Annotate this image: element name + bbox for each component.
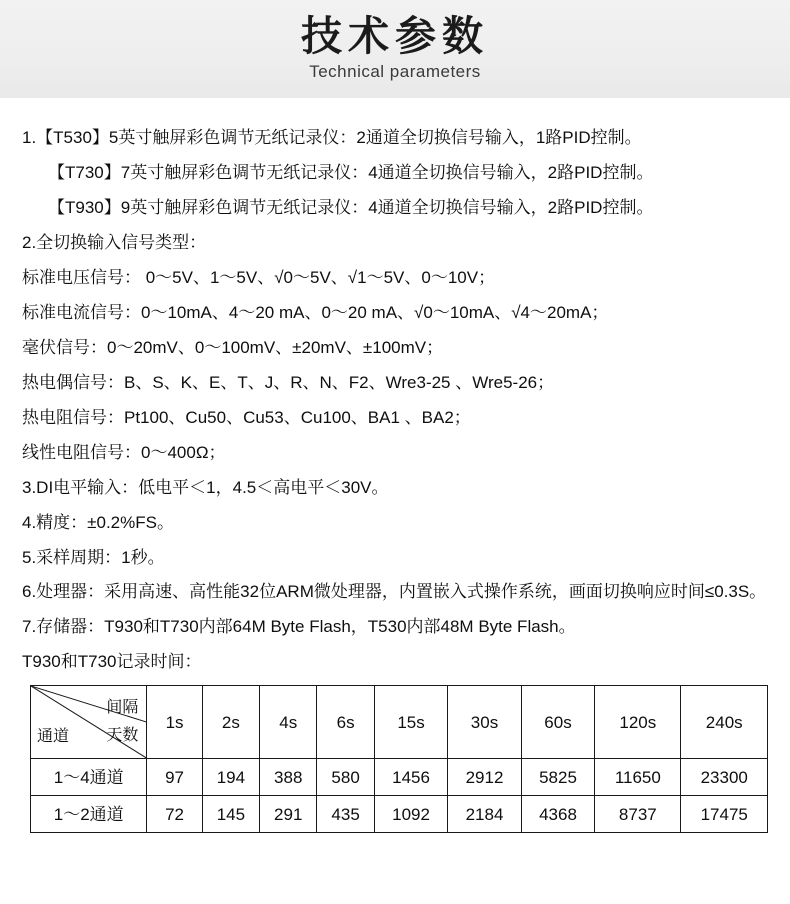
table-cell-r1c5: 1456 [374, 759, 447, 796]
table-col-header-6: 30s [448, 686, 521, 759]
corner-mid-label: 天数 [106, 727, 139, 744]
corner-bottom-label: 通道 [37, 728, 70, 745]
table-row-label-1: 1～4通道 [31, 759, 147, 796]
table-cell-r1c3: 388 [260, 759, 317, 796]
table-cell-r1c1: 97 [147, 759, 202, 796]
table-col-header-8: 120s [595, 686, 681, 759]
spec-line-9: 热电阻信号：Pt100、Cu50、Cu53、Cu100、BA1 、BA2； [22, 408, 471, 427]
table-col-header-4: 6s [317, 686, 374, 759]
table-col-header-1: 1s [147, 686, 202, 759]
spec-line-2: 【T730】7英寸触屏彩色调节无纸记录仪：4通道全切换信号输入，2路PID控制。 [48, 163, 654, 182]
spec-line-15: 7.存储器：T930和T730内部64M Byte Flash，T530内部48M Byte Flash。 [22, 617, 576, 636]
spec-line-13: 5.采样周期：1秒。 [22, 548, 165, 567]
spec-line-11: 3.DI电平输入：低电平＜1，4.5＜高电平＜30V。 [22, 478, 389, 497]
corner-top-label: 间隔 [106, 699, 139, 716]
table-cell-r1c2: 194 [202, 759, 259, 796]
table-cell-r2c6: 2184 [448, 796, 521, 833]
spec-line-8: 热电偶信号：B、S、K、E、T、J、R、N、F2、Wre3-25 、Wre5-26； [22, 373, 555, 392]
page-header [0, 0, 790, 98]
table-col-header-9: 240s [681, 686, 768, 759]
table-cell-r2c3: 291 [260, 796, 317, 833]
table-cell-r1c9: 23300 [681, 759, 768, 796]
table-cell-r2c4: 435 [317, 796, 374, 833]
table-cell-r1c7: 5825 [521, 759, 594, 796]
spec-line-3: 【T930】9英寸触屏彩色调节无纸记录仪：4通道全切换信号输入，2路PID控制。 [48, 198, 654, 217]
table-header-row [31, 686, 768, 759]
table-cell-r2c7: 4368 [521, 796, 594, 833]
record-time-table [30, 685, 768, 833]
table-corner-cell [31, 686, 147, 759]
table-cell-r1c6: 2912 [448, 759, 521, 796]
spec-line-5: 标准电压信号： 0～5V、1～5V、√0～5V、√1～5V、0～10V； [22, 268, 496, 287]
page-subtitle: Technical parameters [309, 62, 481, 81]
table-cell-r1c4: 580 [317, 759, 374, 796]
spec-line-7: 毫伏信号：0～20mV、0～100mV、±20mV、±100mV； [22, 338, 444, 357]
table-cell-r2c2: 145 [202, 796, 259, 833]
spec-line-12: 4.精度：±0.2%FS。 [22, 513, 174, 532]
spec-line-14: 6.处理器：采用高速、高性能32位ARM微处理器，内置嵌入式操作系统，画面切换响应时间≤0.3S。 [22, 582, 767, 601]
table-col-header-2: 2s [202, 686, 259, 759]
spec-line-1: 1.【T530】5英寸触屏彩色调节无纸记录仪：2通道全切换信号输入，1路PID控制。 [22, 128, 642, 147]
table-row-label-2: 1～2通道 [31, 796, 147, 833]
table-cell-r2c8: 8737 [595, 796, 681, 833]
spec-line-4: 2.全切换输入信号类型： [22, 233, 207, 252]
table-col-header-3: 4s [260, 686, 317, 759]
table-cell-r2c9: 17475 [681, 796, 768, 833]
spec-line-6: 标准电流信号：0～10mA、4～20 mA、0～20 mA、√0～10mA、√4～20mA； [22, 303, 609, 322]
spec-line-10: 线性电阻信号：0～400Ω； [22, 443, 226, 462]
table-row [31, 796, 768, 833]
record-time-table-wrapper [22, 685, 768, 833]
table-cell-r1c8: 11650 [595, 759, 681, 796]
spec-line-16: T930和T730记录时间： [22, 652, 202, 671]
page-title: 技术参数 [301, 13, 489, 59]
table-row [31, 759, 768, 796]
table-col-header-7: 60s [521, 686, 594, 759]
table-col-header-5: 15s [374, 686, 447, 759]
spec-content [0, 98, 790, 833]
table-cell-r2c5: 1092 [374, 796, 447, 833]
table-cell-r2c1: 72 [147, 796, 202, 833]
